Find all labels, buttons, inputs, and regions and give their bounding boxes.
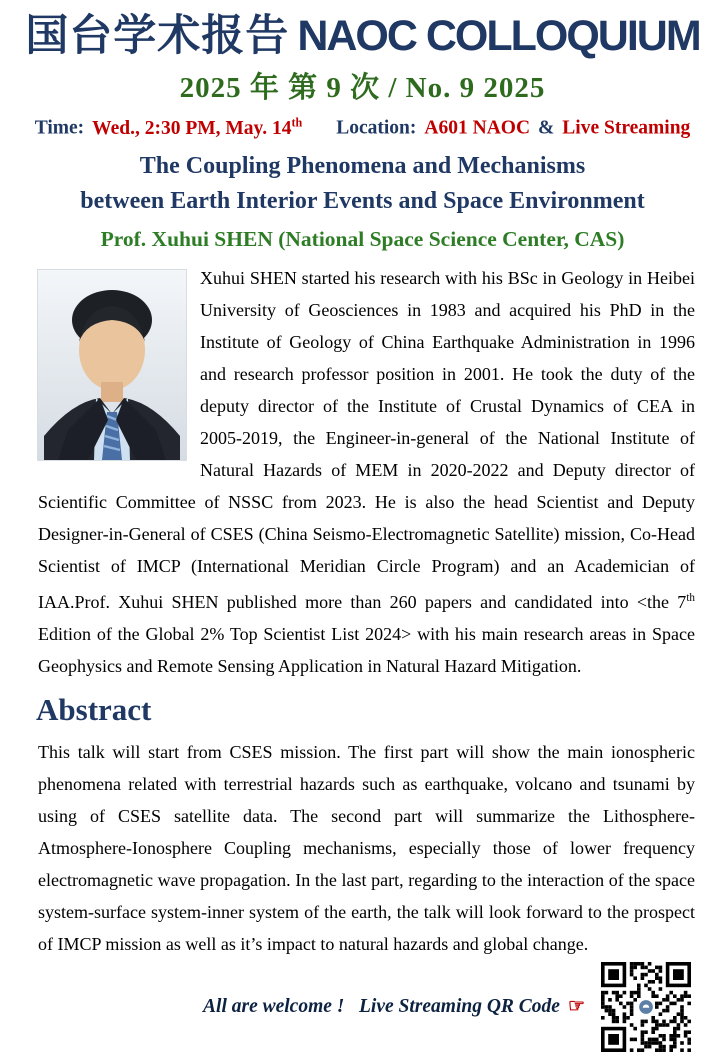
live-streaming-qr-code <box>601 962 691 1052</box>
speaker-portrait-image <box>38 270 186 460</box>
bio-text-part2: Edition of the Global 2% Top Scientist List 2024> with his main research areas in Space Geophysics and Remote Sensing Application in Natural Hazard Mitigation. <box>38 623 695 676</box>
session-number: 2025 年 第 9 次 / No. 9 2025 <box>179 72 546 104</box>
masthead-title <box>0 2 725 63</box>
welcome-text: All are welcome ! <box>203 996 345 1017</box>
bio-text-part1: Xuhui SHEN started his research with his BSc in Geology in Heibei University of Geosciences in 1983 and acquired his PhD in the Institute of Geology of China Earthquake Administration in 1996 and research professor position in 2001. He took the duty of the deputy director of the Institute of Crustal Dynamics of CEA in 2005-2019, the Engineer-in-general of the National Institute of Natural Hazards of MEM in 2020-2022 and Deputy director of Scientific Committee of NSSC from 2023. He is also the head Scientist and Deputy Designer-in-General of CSES (China Seismo-Electromagnetic Satellite) mission, Co-Head Scientist of IMCP (International Meridian Circle Program) and an Academician of IAA.Prof. Xuhui SHEN published more than 260 papers and candidated into <the 7 <box>38 267 695 612</box>
masthead-title-english: NAOC COLLOQUIUM <box>297 12 700 60</box>
footer-text <box>203 995 585 1018</box>
speaker-name: Prof. Xuhui SHEN (National Space Science Center, CAS) <box>100 226 625 251</box>
location-extra: Live Streaming <box>562 117 691 139</box>
talk-title-line2: between Earth Interior Events and Space Environment <box>80 187 645 214</box>
qr-label: Live Streaming QR Code <box>359 996 560 1017</box>
speaker-photo <box>38 270 186 460</box>
bio-text-superscript: th <box>686 591 695 604</box>
masthead-title-chinese: 国台学术报告 <box>25 12 290 60</box>
location-label: Location: <box>336 117 417 139</box>
schedule-line <box>0 115 725 140</box>
location-value: A601 NAOC <box>424 117 531 139</box>
time-value: Wed., 2:30 PM, May. 14th <box>92 115 303 139</box>
ampersand: & <box>538 117 555 139</box>
time-label: Time: <box>34 117 85 139</box>
speaker-bio <box>38 262 695 682</box>
talk-title <box>0 149 725 219</box>
abstract-body: This talk will start from CSES mission. The first part will show the main ionospheric phenomena related with terrestrial hazards such as earthquake, volcano and tsunami by using of CSES satellite data. The second part will summarize the Lithosphere-Atmosphere-Ionosphere Coupling mechanisms, especially those of lower frequency electromagnetic wave propagation. In the last part, regarding to the interaction of the space system-surface system-inner system of the earth, the talk will look forward to the prospect of IMCP mission as well as it’s impact to natural hazards and global change. <box>38 741 695 954</box>
footer <box>0 962 691 1052</box>
colloquium-poster <box>0 2 725 1017</box>
abstract-heading: Abstract <box>36 691 152 727</box>
pointing-hand-icon: ☞ <box>567 996 585 1017</box>
talk-title-line1: The Coupling Phenomena and Mechanisms <box>139 152 586 179</box>
